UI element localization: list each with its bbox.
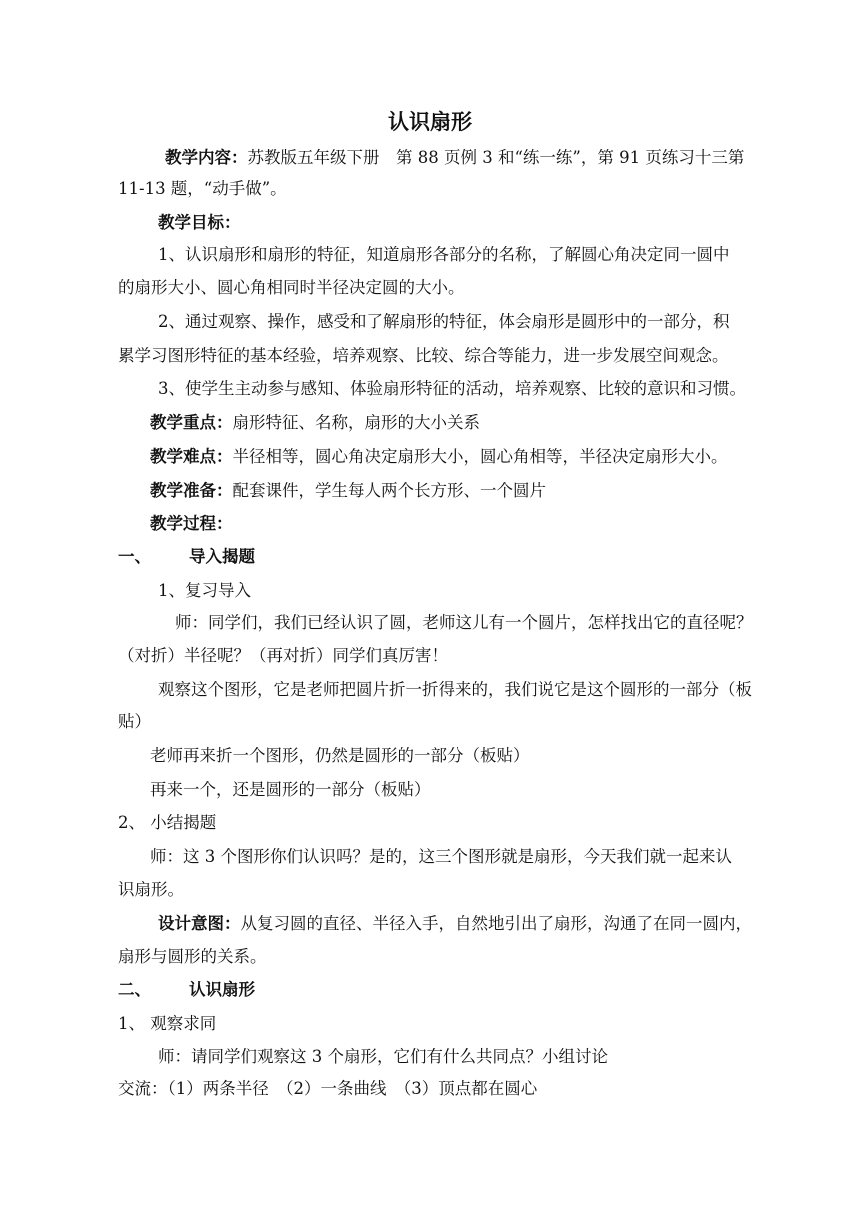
design-intent-line-2: 扇形与圆形的关系。: [118, 947, 267, 966]
section-1-para-4: 再来一个，还是圆形的一部分（板贴）: [150, 780, 431, 799]
goal-1-line-2: 的扇形大小、圆心角相同时半径决定圆的大小。: [118, 278, 465, 297]
design-intent-label: 设计意图：: [158, 914, 241, 933]
goal-2-line-2: 累学习图形特征的基本经验，培养观察、比较、综合等能力，进一步发展空间观念。: [118, 346, 729, 365]
content-line-1: [165, 147, 744, 169]
section-1-heading: 导入揭题: [189, 547, 255, 566]
section-1-para-2-line-1: 观察这个图形，它是老师把圆片折一折得来的，我们说它是这个圆形的一部分（板: [158, 680, 752, 699]
content-text-1: 苏教版五年级下册 第 88 页例 3 和“练一练”，第 91 页练习十三第: [247, 148, 745, 167]
difficult-points-line: [150, 446, 728, 468]
section-1-para-3: 老师再来折一个图形，仍然是圆形的一部分（板贴）: [150, 746, 530, 765]
goals-label: 教学目标：: [158, 213, 241, 232]
section-2-para-2: 交流：（1）两条半径 （2）一条曲线 （3）顶点都在圆心: [118, 1079, 538, 1098]
section-1-para-2-line-2: 贴）: [118, 712, 151, 731]
section-1-sub-1: 1、复习导入: [158, 581, 251, 600]
goal-3-line: 3、使学生主动参与感知、体验扇形特征的活动，培养观察、比较的意识和习惯。: [158, 379, 746, 398]
section-2-heading: 认识扇形: [189, 980, 255, 999]
content-line-2: 11-13 题，“动手做”。: [118, 179, 287, 198]
content-label: 教学内容：: [165, 148, 248, 167]
section-2-para-1: 师：请同学们观察这 3 个扇形，它们有什么共同点？小组讨论: [158, 1047, 608, 1066]
section-1-sub-2: 2、 小结揭题: [118, 813, 217, 832]
preparation-label: 教学准备：: [150, 481, 233, 500]
page-title: 认识扇形: [388, 110, 472, 134]
design-intent-line-1: [158, 913, 752, 935]
difficult-points-text: 半径相等，圆心角决定扇形大小，圆心角相等，半径决定扇形大小。: [232, 447, 728, 466]
preparation-text: 配套课件，学生每人两个长方形、一个圆片: [232, 481, 546, 500]
section-1-heading-line: [118, 546, 255, 568]
key-points-line: [150, 412, 480, 434]
section-1-number: 一、: [118, 547, 151, 566]
section-1-para-5-line-2: 识扇形。: [118, 880, 184, 899]
goal-1-line-1: 1、认识扇形和扇形的特征，知道扇形各部分的名称，了解圆心角决定同一圆中: [158, 245, 730, 264]
section-1-para-5-line-1: 师：这 3 个图形你们认识吗？是的，这三个图形就是扇形，今天我们就一起来认: [150, 847, 732, 866]
section-1-para-1-line-1: 师：同学们，我们已经认识了圆，老师这儿有一个圆片，怎样找出它的直径呢？: [175, 613, 753, 632]
key-points-label: 教学重点：: [150, 413, 233, 432]
section-2-number: 二、: [118, 980, 151, 999]
preparation-line: [150, 480, 546, 502]
design-intent-text-1: 从复习圆的直径、半径入手，自然地引出了扇形，沟通了在同一圆内，: [240, 914, 752, 933]
section-1-para-1-line-2: （对折）半径呢？（再对折）同学们真厉害！: [118, 646, 448, 665]
section-2-sub-1: 1、 观察求同: [118, 1014, 217, 1033]
difficult-points-label: 教学难点：: [150, 447, 233, 466]
goal-2-line-1: 2、通过观察、操作，感受和了解扇形的特征，体会扇形是圆形中的一部分，积: [158, 312, 730, 331]
process-label: 教学过程：: [150, 514, 233, 533]
section-2-heading-line: [118, 979, 255, 1001]
key-points-text: 扇形特征、名称，扇形的大小关系: [232, 413, 480, 432]
